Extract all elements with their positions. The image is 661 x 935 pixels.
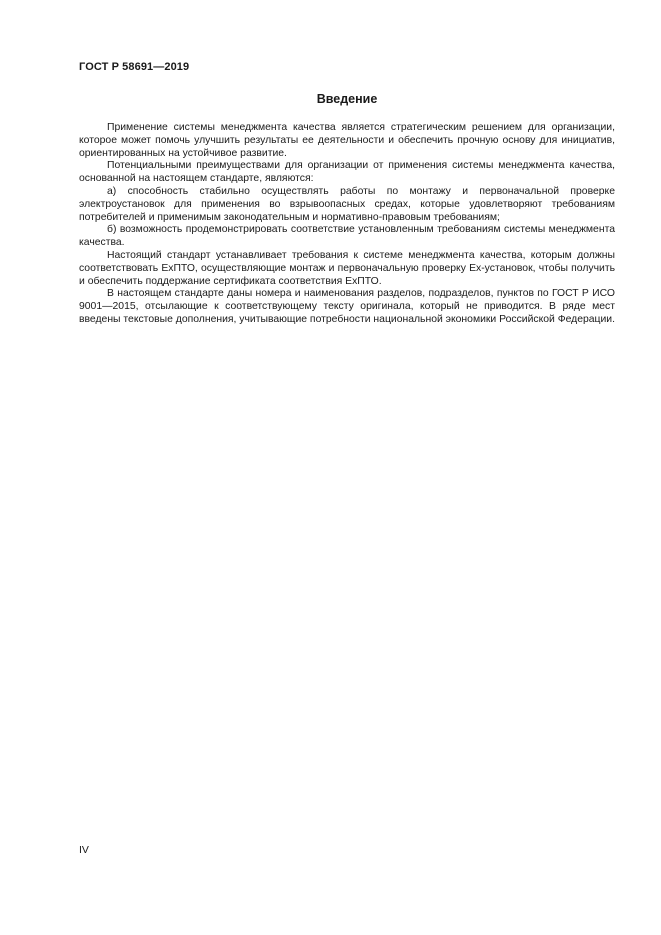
paragraph: Настоящий стандарт устанавливает требования к системе менеджмента качества, которым должны соответствовать ExПТО, осуществляющие монтаж и первоначальную проверку Ex-установок, чтобы получить и обеспечить поддержание сертификата соответствия ExПТО. bbox=[79, 249, 615, 287]
section-title: Введение bbox=[316, 92, 378, 106]
section-body bbox=[79, 122, 615, 327]
paragraph: Применение системы менеджмента качества является стратегическим решением для организации, которое может помочь улучшить результаты ее деятельности и обеспечить прочную основу для инициатив, ориентированных на устойчивое развитие. bbox=[79, 122, 615, 159]
page-number: IV bbox=[79, 844, 89, 856]
document-header: ГОСТ Р 58691—2019 bbox=[79, 61, 190, 73]
paragraph-list-item-a: а) способность стабильно осуществлять работы по монтажу и первоначальной проверке электроустановок для применения во взрывоопасных средах, которые удовлетворяют требованиям потребителей и применимым законодательным и нормативно-правовым требованиям; bbox=[79, 185, 615, 223]
paragraph-list-item-b: б) возможность продемонстрировать соответствие установленным требованиям системы менеджмента качества. bbox=[79, 224, 615, 249]
paragraph: Потенциальными преимуществами для организации от применения системы менеджмента качества, основанной на настоящем стандарте, являются: bbox=[79, 160, 615, 185]
paragraph: В настоящем стандарте даны номера и наименования разделов, подразделов, пунктов по ГОСТ Р ИСО 9001—2015, отсылающие к соответствующему тексту оригинала, который не приводится. В ряде мест введены текстовые дополнения, учитывающие потребности национальной экономики Российской Федерации. bbox=[79, 288, 615, 325]
